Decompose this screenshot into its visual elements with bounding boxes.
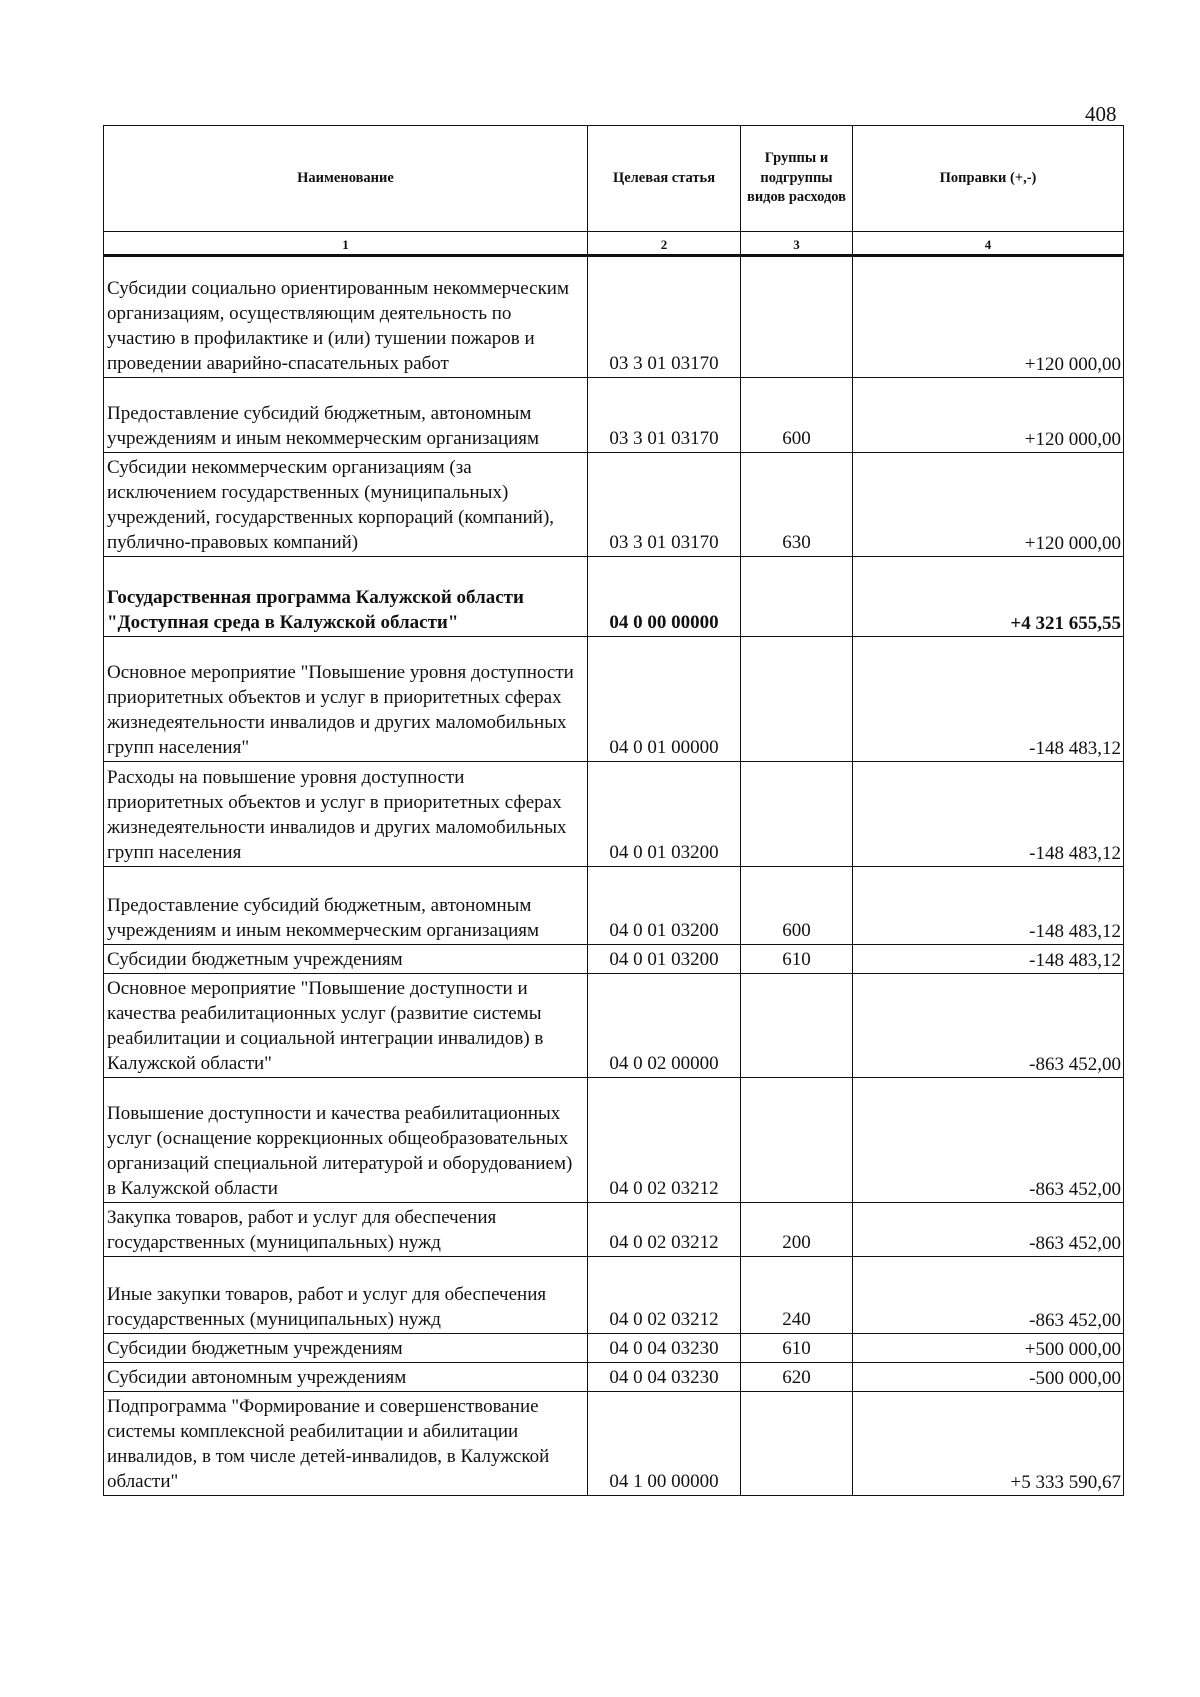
table-row xyxy=(104,867,1124,945)
row-amount: +4 321 655,55 xyxy=(853,557,1124,637)
row-amount: +500 000,00 xyxy=(853,1334,1124,1363)
row-target-code: 04 0 04 03230 xyxy=(588,1363,741,1392)
column-number-1: 1 xyxy=(104,232,588,256)
table-row xyxy=(104,1203,1124,1257)
row-name: Предоставление субсидий бюджетным, автономным учреждениям и иным некоммерческим организациям xyxy=(104,378,588,453)
row-target-code: 04 0 01 03200 xyxy=(588,945,741,974)
row-expense-group xyxy=(741,637,853,762)
row-name: Основное мероприятие "Повышение уровня доступности приоритетных объектов и услуг в приоритетных сферах жизнедеятельности инвалидов и других маломобильных групп населения" xyxy=(104,637,588,762)
row-expense-group: 200 xyxy=(741,1203,853,1257)
row-amount: +5 333 590,67 xyxy=(853,1392,1124,1496)
row-expense-group: 620 xyxy=(741,1363,853,1392)
row-amount: +120 000,00 xyxy=(853,378,1124,453)
row-target-code: 04 0 04 03230 xyxy=(588,1334,741,1363)
header-expense-groups: Группы и подгруппы видов расходов xyxy=(741,126,853,232)
row-amount: -148 483,12 xyxy=(853,762,1124,867)
row-name: Закупка товаров, работ и услуг для обеспечения государственных (муниципальных) нужд xyxy=(104,1203,588,1257)
row-name: Субсидии социально ориентированным некоммерческим организациям, осуществляющим деятельность по участию в профилактике и (или) тушении пожаров и проведении аварийно-спасательных работ xyxy=(104,256,588,378)
table-row xyxy=(104,256,1124,378)
table-row xyxy=(104,378,1124,453)
row-amount: -863 452,00 xyxy=(853,1203,1124,1257)
table-row xyxy=(104,762,1124,867)
row-expense-group xyxy=(741,256,853,378)
table-row xyxy=(104,974,1124,1078)
row-expense-group: 600 xyxy=(741,378,853,453)
row-expense-group: 630 xyxy=(741,453,853,557)
row-amount: -148 483,12 xyxy=(853,945,1124,974)
row-expense-group xyxy=(741,1078,853,1203)
header-amendments: Поправки (+,-) xyxy=(853,126,1124,232)
row-name: Субсидии бюджетным учреждениям xyxy=(104,945,588,974)
table-row xyxy=(104,1392,1124,1496)
row-name: Иные закупки товаров, работ и услуг для обеспечения государственных (муниципальных) нужд xyxy=(104,1257,588,1334)
table-row xyxy=(104,1363,1124,1392)
row-name: Расходы на повышение уровня доступности приоритетных объектов и услуг в приоритетных сферах жизнедеятельности инвалидов и других маломобильных групп населения xyxy=(104,762,588,867)
header-name: Наименование xyxy=(104,126,588,232)
row-name: Субсидии автономным учреждениям xyxy=(104,1363,588,1392)
row-expense-group xyxy=(741,762,853,867)
row-target-code: 04 0 01 03200 xyxy=(588,762,741,867)
row-target-code: 04 0 02 03212 xyxy=(588,1257,741,1334)
table-header-row xyxy=(104,126,1124,232)
table-row xyxy=(104,1078,1124,1203)
column-number-4: 4 xyxy=(853,232,1124,256)
header-target-article: Целевая статья xyxy=(588,126,741,232)
row-amount: -500 000,00 xyxy=(853,1363,1124,1392)
row-expense-group xyxy=(741,557,853,637)
row-name: Подпрограмма "Формирование и совершенствование системы комплексной реабилитации и абилитации инвалидов, в том числе детей-инвалидов, в Калужской области" xyxy=(104,1392,588,1496)
row-expense-group: 610 xyxy=(741,1334,853,1363)
row-amount: -148 483,12 xyxy=(853,637,1124,762)
column-number-2: 2 xyxy=(588,232,741,256)
row-target-code: 04 0 02 03212 xyxy=(588,1078,741,1203)
row-target-code: 04 0 01 00000 xyxy=(588,637,741,762)
row-target-code: 03 3 01 03170 xyxy=(588,256,741,378)
row-target-code: 04 0 01 03200 xyxy=(588,867,741,945)
table-column-numbers-row xyxy=(104,232,1124,256)
row-name: Основное мероприятие "Повышение доступности и качества реабилитационных услуг (развитие системы реабилитации и социальной интеграции инвалидов) в Калужской области" xyxy=(104,974,588,1078)
row-expense-group: 610 xyxy=(741,945,853,974)
row-name: Субсидии некоммерческим организациям (за исключением государственных (муниципальных) учреждений, государственных корпораций (компаний), публично-правовых компаний) xyxy=(104,453,588,557)
table-row xyxy=(104,945,1124,974)
row-name: Предоставление субсидий бюджетным, автономным учреждениям и иным некоммерческим организациям xyxy=(104,867,588,945)
row-expense-group: 600 xyxy=(741,867,853,945)
row-target-code: 04 0 02 00000 xyxy=(588,974,741,1078)
row-amount: -148 483,12 xyxy=(853,867,1124,945)
row-expense-group xyxy=(741,974,853,1078)
row-name: Государственная программа Калужской области "Доступная среда в Калужской области" xyxy=(104,557,588,637)
row-target-code: 04 0 00 00000 xyxy=(588,557,741,637)
page-number: 408 xyxy=(1085,102,1117,126)
row-amount: -863 452,00 xyxy=(853,1078,1124,1203)
table-row xyxy=(104,1334,1124,1363)
row-amount: -863 452,00 xyxy=(853,1257,1124,1334)
row-amount: +120 000,00 xyxy=(853,453,1124,557)
table-row xyxy=(104,637,1124,762)
row-target-code: 03 3 01 03170 xyxy=(588,378,741,453)
row-target-code: 04 0 02 03212 xyxy=(588,1203,741,1257)
column-number-3: 3 xyxy=(741,232,853,256)
row-target-code: 03 3 01 03170 xyxy=(588,453,741,557)
row-name: Повышение доступности и качества реабилитационных услуг (оснащение коррекционных общеобразовательных организаций специальной литературой и оборудованием) в Калужской области xyxy=(104,1078,588,1203)
row-expense-group: 240 xyxy=(741,1257,853,1334)
row-expense-group xyxy=(741,1392,853,1496)
row-target-code: 04 1 00 00000 xyxy=(588,1392,741,1496)
table-row xyxy=(104,453,1124,557)
row-amount: -863 452,00 xyxy=(853,974,1124,1078)
row-name: Субсидии бюджетным учреждениям xyxy=(104,1334,588,1363)
table-row xyxy=(104,1257,1124,1334)
budget-amendments-table xyxy=(103,125,1124,1496)
row-amount: +120 000,00 xyxy=(853,256,1124,378)
table-row-program xyxy=(104,557,1124,637)
